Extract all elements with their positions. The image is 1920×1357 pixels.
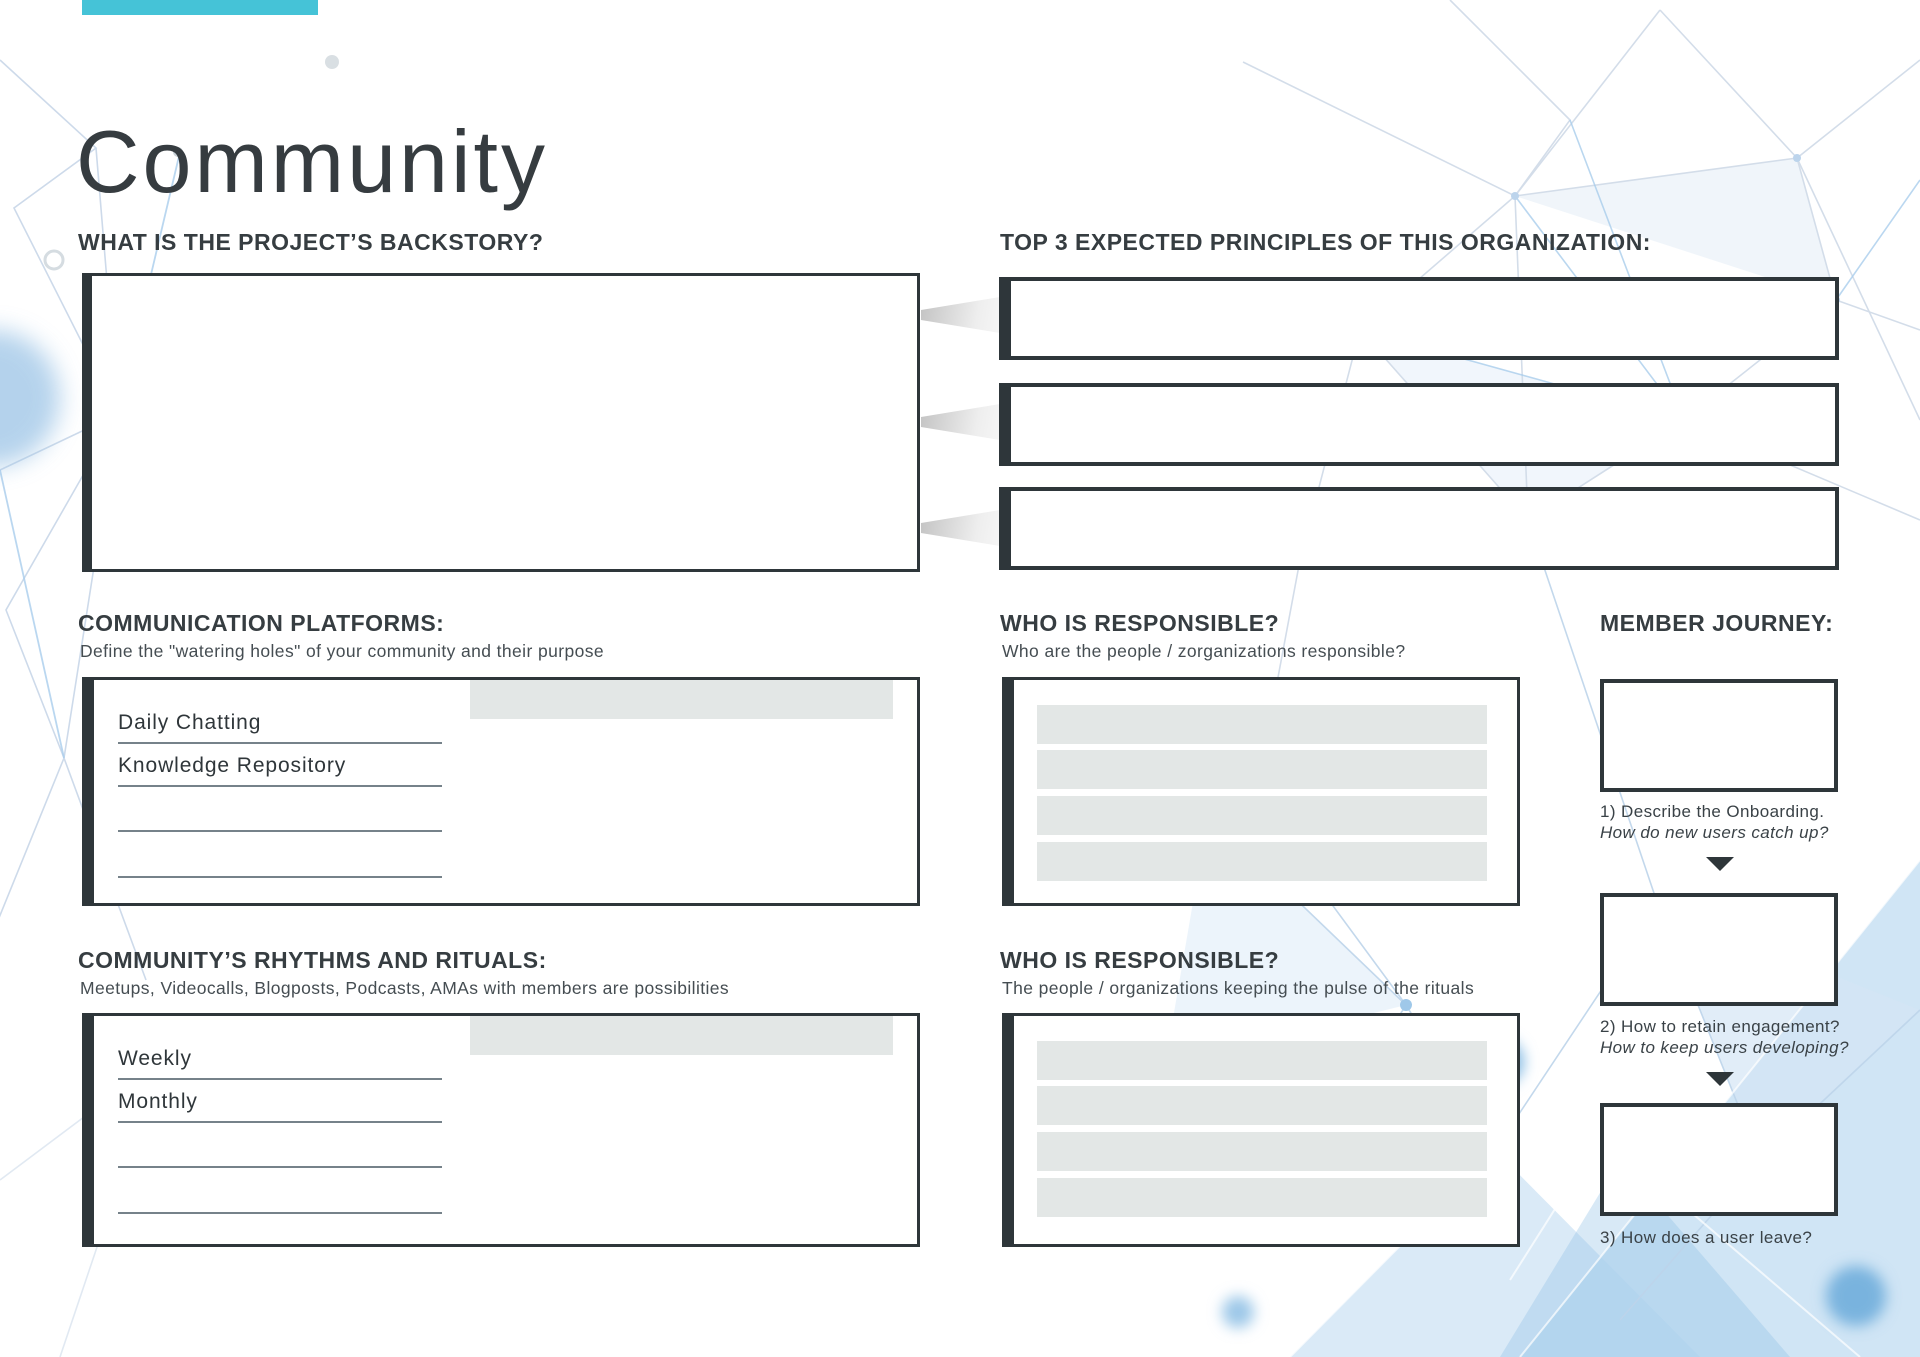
responsible-platforms-subheading: Who are the people / zorganizations responsible? bbox=[1002, 641, 1406, 661]
platform-name-field[interactable] bbox=[118, 834, 442, 878]
ritual-description-field[interactable] bbox=[470, 1016, 893, 1055]
journey-onboarding-box[interactable] bbox=[1600, 679, 1838, 792]
principle-input-box-3[interactable] bbox=[999, 487, 1839, 570]
communication-platforms-subheading: Define the "watering holes" of your community and their purpose bbox=[80, 641, 605, 661]
rhythms-box bbox=[82, 1013, 920, 1247]
journey-step-caption: 2) How to retain engagement? bbox=[1600, 1017, 1840, 1036]
principles-heading: TOP 3 EXPECTED PRINCIPLES OF THIS ORGANIZATION: bbox=[1000, 229, 1651, 255]
ritual-cadence-field[interactable] bbox=[118, 1124, 442, 1168]
responsible-platforms-box bbox=[1002, 677, 1520, 906]
principle-input-box-1[interactable] bbox=[999, 277, 1839, 360]
principle-input-box-2[interactable] bbox=[999, 383, 1839, 466]
responsible-entry-field[interactable] bbox=[1037, 750, 1487, 789]
communication-platforms-heading: COMMUNICATION PLATFORMS: bbox=[78, 610, 445, 636]
platform-purpose-field[interactable] bbox=[470, 680, 893, 719]
journey-step-caption: 1) Describe the Onboarding. bbox=[1600, 802, 1825, 821]
responsible-rituals-subheading: The people / organizations keeping the pulse of the rituals bbox=[1002, 978, 1475, 998]
journey-step-question: How do new users catch up? bbox=[1600, 823, 1829, 842]
responsible-entry-field[interactable] bbox=[1037, 842, 1487, 881]
responsible-entry-field[interactable] bbox=[1037, 705, 1487, 744]
responsible-rituals-box bbox=[1002, 1013, 1520, 1247]
accent-bar bbox=[82, 0, 318, 15]
platform-name-field[interactable]: Daily Chatting bbox=[118, 700, 442, 744]
responsible-entry-field[interactable] bbox=[1037, 1086, 1487, 1125]
ritual-cadence-field[interactable] bbox=[118, 1170, 442, 1214]
backstory-input-box[interactable] bbox=[82, 273, 920, 572]
responsible-rituals-heading: WHO IS RESPONSIBLE? bbox=[1000, 947, 1280, 973]
responsible-entry-field[interactable] bbox=[1037, 1178, 1487, 1217]
arrow-down-icon bbox=[1706, 1072, 1734, 1086]
backstory-heading: WHAT IS THE PROJECT’S BACKSTORY? bbox=[78, 229, 544, 255]
rhythms-heading: COMMUNITY’S RHYTHMS AND RITUALS: bbox=[78, 947, 547, 973]
journey-engagement-box[interactable] bbox=[1600, 893, 1838, 1006]
responsible-entry-field[interactable] bbox=[1037, 796, 1487, 835]
journey-step-question: How to keep users developing? bbox=[1600, 1038, 1849, 1057]
arrow-down-icon bbox=[1706, 857, 1734, 871]
journey-step-caption: 3) How does a user leave? bbox=[1600, 1228, 1813, 1247]
responsible-entry-field[interactable] bbox=[1037, 1132, 1487, 1171]
page-title: Community bbox=[76, 111, 548, 211]
member-journey-heading: MEMBER JOURNEY: bbox=[1600, 610, 1834, 636]
platform-name-field[interactable] bbox=[118, 788, 442, 832]
ritual-cadence-field[interactable]: Weekly bbox=[118, 1036, 442, 1080]
communication-platforms-box bbox=[82, 677, 920, 906]
journey-leave-box[interactable] bbox=[1600, 1103, 1838, 1216]
rhythms-subheading: Meetups, Videocalls, Blogposts, Podcasts, AMAs with members are possibilities bbox=[80, 978, 730, 998]
platform-name-field[interactable]: Knowledge Repository bbox=[118, 743, 442, 787]
ritual-cadence-field[interactable]: Monthly bbox=[118, 1079, 442, 1123]
responsible-platforms-heading: WHO IS RESPONSIBLE? bbox=[1000, 610, 1280, 636]
responsible-entry-field[interactable] bbox=[1037, 1041, 1487, 1080]
